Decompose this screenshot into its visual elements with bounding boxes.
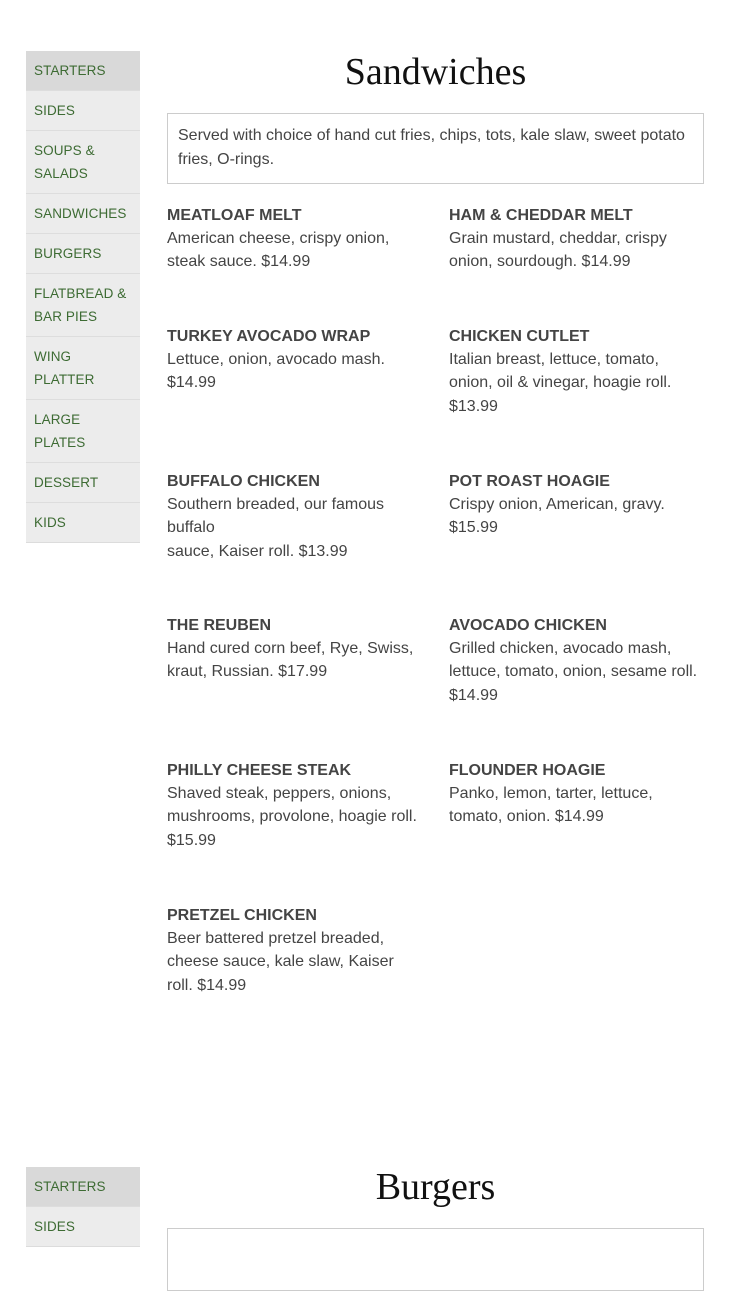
- menu-item: [449, 325, 705, 418]
- menu-item-name: MEATLOAF MELT: [167, 207, 302, 224]
- menu-item-name: POT ROAST HOAGIE: [449, 473, 610, 490]
- menu-item: [167, 204, 423, 274]
- menu-item-description: Grain mustard, cheddar, crispy onion, sourdough. $14.99: [449, 230, 667, 271]
- menu-item-name: PRETZEL CHICKEN: [167, 907, 317, 924]
- sidebar-item-kids[interactable]: KIDS: [26, 502, 140, 542]
- menu-item-description-cont: sauce, Kaiser roll. $13.99: [167, 542, 348, 560]
- menu-item-name: THE REUBEN: [167, 617, 272, 634]
- section-note: [167, 1228, 704, 1291]
- menu-item: [167, 759, 423, 852]
- menu-item: [449, 614, 705, 707]
- sandwiches-section: [167, 51, 704, 994]
- burgers-section: [167, 1167, 704, 1291]
- menu-item-description: Crispy onion, American, gravy. $15.99: [449, 496, 665, 537]
- menu-item-name: BUFFALO CHICKEN: [167, 473, 320, 490]
- sidebar-item-flatbread-bar-pies[interactable]: FLATBREAD & BAR PIES: [26, 273, 140, 336]
- menu-item-description: Shaved steak, peppers, onions, mushrooms, provolone, hoagie roll. $15.99: [167, 785, 417, 849]
- menu-item: [167, 470, 423, 563]
- menu-sidebar: [26, 51, 140, 543]
- menu-item-description: Southern breaded, our famous buffalo: [167, 496, 385, 537]
- menu-item: [449, 759, 705, 829]
- menu-item-name: CHICKEN CUTLET: [449, 328, 590, 345]
- menu-sidebar: [26, 1167, 140, 1247]
- menu-item-description: American cheese, crispy onion, steak sauce. $14.99: [167, 230, 390, 271]
- menu-item-name: HAM & CHEDDAR MELT: [449, 207, 633, 224]
- sidebar-item-burgers[interactable]: BURGERS: [26, 233, 140, 273]
- menu-item-description: Panko, lemon, tarter, lettuce, tomato, onion. $14.99: [449, 785, 653, 826]
- sidebar-item-sandwiches[interactable]: SANDWICHES: [26, 193, 140, 233]
- sidebar-item-large-plates[interactable]: LARGE PLATES: [26, 399, 140, 462]
- menu-item: [449, 470, 705, 540]
- menu-item-description: Hand cured corn beef, Rye, Swiss, kraut, Russian. $17.99: [167, 640, 414, 681]
- menu-item: [449, 204, 705, 274]
- menu-item-description: Grilled chicken, avocado mash, lettuce, tomato, onion, sesame roll. $14.99: [449, 640, 698, 704]
- menu-item: [167, 614, 423, 684]
- sidebar-item-sides[interactable]: SIDES: [26, 90, 140, 130]
- menu-item-description: Italian breast, lettuce, tomato, onion, oil & vinegar, hoagie roll. $13.99: [449, 351, 672, 415]
- section-title: Sandwiches: [344, 51, 527, 93]
- menu-item: [167, 904, 423, 997]
- sidebar-item-wing-platter[interactable]: WING PLATTER: [26, 336, 140, 399]
- sidebar-item-dessert[interactable]: DESSERT: [26, 462, 140, 502]
- menu-item-name: FLOUNDER HOAGIE: [449, 762, 606, 779]
- menu-item-description: Beer battered pretzel breaded, cheese sauce, kale slaw, Kaiser roll. $14.99: [167, 930, 394, 994]
- sidebar-item-starters[interactable]: STARTERS: [26, 1167, 140, 1206]
- menu-item: [167, 325, 423, 395]
- menu-item-description: Lettuce, onion, avocado mash. $14.99: [167, 351, 385, 392]
- menu-item-name: PHILLY CHEESE STEAK: [167, 762, 352, 779]
- sidebar-item-starters[interactable]: STARTERS: [26, 51, 140, 90]
- sidebar-item-sides[interactable]: SIDES: [26, 1206, 140, 1246]
- menu-item-name: TURKEY AVOCADO WRAP: [167, 328, 371, 345]
- section-note: Served with choice of hand cut fries, chips, tots, kale slaw, sweet potato fries, O-rings.: [167, 113, 704, 184]
- section-title: Burgers: [375, 1166, 496, 1208]
- menu-item-name: AVOCADO CHICKEN: [449, 617, 607, 634]
- sidebar-item-soups-salads[interactable]: SOUPS & SALADS: [26, 130, 140, 193]
